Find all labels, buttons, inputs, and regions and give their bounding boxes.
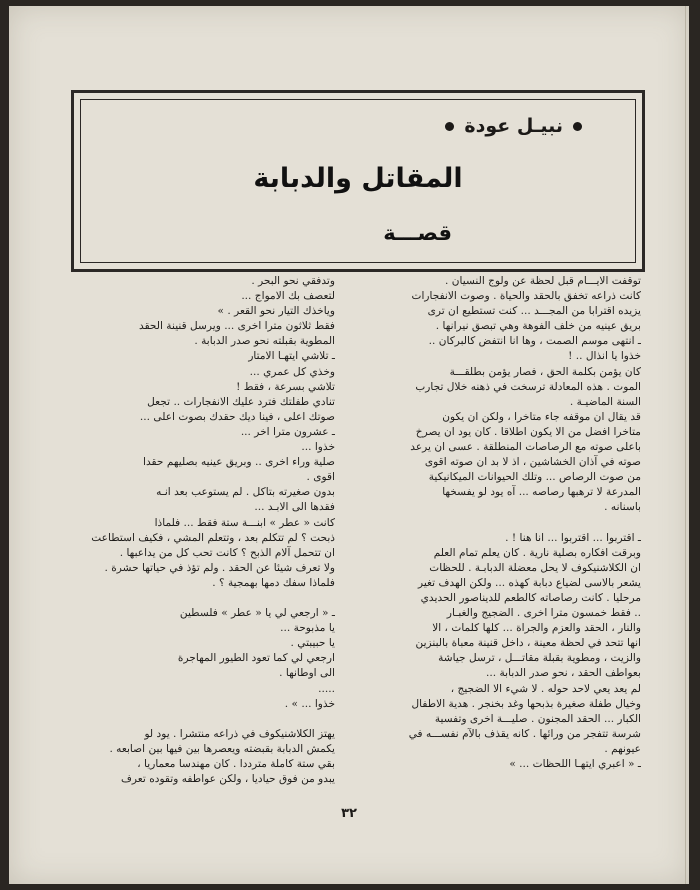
text-line: ـ عشرون مترا اخر ... xyxy=(240,425,335,438)
text-line: فقدها الى الابـد ... xyxy=(254,501,335,514)
text-line: خذوا يا انذال .. ! xyxy=(568,350,641,363)
text-line: ان تتحمل آلام الذبح ؟ كانت تحب كل من يداعبها . xyxy=(119,546,335,559)
text-line: متاخرا افضل من الا يكون اطلاقا . كان يود ان يصرخ xyxy=(415,425,641,438)
text-line: ـ تلاشي ايتهـا الامتار xyxy=(248,350,335,363)
text-line: صلية وراء اخرى .. وبريق عينيه بصليهم حقدا xyxy=(143,456,335,469)
text-line: الموت . هذه المعادلة ترسخت في ذهنه خلال تجارب xyxy=(415,380,641,393)
text-line: يبدو من فوق حياديا ، ولكن عواطفه وتقوده تعرف xyxy=(120,773,335,786)
text-line: والنار ، الحقد والعزم والجراة ... كلها كلمات ، الا xyxy=(432,622,641,635)
text-line: خذوا ... xyxy=(301,441,335,454)
text-line: شرسة تتفجر من ورائها . كانه يقذف بالآم نفســـه في xyxy=(408,727,641,740)
text-line: وياخذك التيار نحو القعر . » xyxy=(217,305,335,318)
author-line xyxy=(445,115,582,137)
text-line: صوته في آذان الخشاشين ، اذ لا بد ان صوته اقوى xyxy=(424,456,641,469)
text-line xyxy=(65,591,335,606)
text-line: توقفت الايـــام قبل لحظة عن ولوج النسيان . xyxy=(445,275,641,287)
text-line: ـ « اعبري ايتهـا اللحظات ... » xyxy=(509,758,641,770)
text-line: يا حبيبتي . xyxy=(290,637,335,650)
text-line: بعواطف الحقد ، نحو صدر الدبابة ... xyxy=(486,667,641,680)
text-line: كانت « عطر » ابنـــة ستة فقط ... فلماذا xyxy=(154,516,335,529)
text-line: وبرقت افكاره بصلية نارية . كان يعلم تمام العلم xyxy=(433,546,641,559)
text-line: صوتك اعلى ، فينا ديك حقدك بصوت اعلى ... xyxy=(139,410,335,423)
text-line: انها تتحد في لحظة معينة ، داخل قنينة معباة بالبنزين xyxy=(415,637,641,650)
text-line: يكمش الدبابة بقبضته ويعصرها بين فيها بين اصابعه . xyxy=(109,742,335,755)
text-line: المطوية بقبلته نحو صدر الدبابة . xyxy=(194,335,335,348)
author-name: نبيـل عودة xyxy=(464,115,563,137)
text-line: يشعر بالاسى لضياع دبابة كهذه ... ولكن الهدف تغير xyxy=(418,576,641,589)
text-line: وخيال طفلة صغيرة بذبحها وغد بخنجر . هدية الاطفال xyxy=(411,697,641,710)
text-line: السنة الماضيـة . xyxy=(569,395,641,408)
text-line: المدرعة لا ترهبها رصاصه ... آه يود لو يفسخها xyxy=(442,486,641,499)
text-line: تلاشي بسرعة ، فقط ! xyxy=(236,380,335,393)
text-line: باعلى صوته مع الرصاصات المنطلقة . عسى ان يرعد xyxy=(410,441,641,454)
text-line: ـ انتهى موسم الصمت ، وها انا انتفض كالبركان .. xyxy=(428,335,641,348)
text-line: وخذي كل عمري ... xyxy=(249,365,335,378)
text-line: ان الكلاشنيكوف لا يحل معضلة الدبابـة . للحظات xyxy=(429,561,641,574)
text-line: من صوت الرصاص ... وتلك الحيوانات الميكانيكية xyxy=(428,471,641,484)
text-line: لم يعد يعي لاحد حوله . لا شيء الا الضجيج ، xyxy=(450,682,641,695)
text-line: ولا تعرف شيئا عن الحقد . ولم تؤذ في حياتها حشرة . xyxy=(104,561,335,574)
page xyxy=(9,6,689,884)
text-line: وتدفقي نحو البحر . xyxy=(251,275,335,287)
genre-label: قصـــة xyxy=(383,221,452,245)
bullet-icon xyxy=(573,122,582,131)
text-line: .. فقط خمسون مترا اخرى . الضجيج والغبـار xyxy=(446,607,641,620)
text-line: قد يقال ان موقفه جاء متاخرا ، ولكن ان يكون xyxy=(442,410,641,423)
text-line: يا مذبوحة ... xyxy=(280,622,335,635)
left-text-column xyxy=(65,274,335,787)
text-line: ..... xyxy=(318,682,335,695)
text-line: باسنانه . xyxy=(604,501,641,514)
text-line: الى اوطانها . xyxy=(279,667,335,680)
text-line: اقوى . xyxy=(306,471,335,484)
text-line: فقط ثلاثون مترا اخرى ... ويرسل قنينة الحقد xyxy=(139,320,335,333)
text-line: بدون صغيرته بتاكل . لم يستوعب بعد انـه xyxy=(156,486,335,499)
bullet-icon xyxy=(445,122,454,131)
text-line xyxy=(65,712,335,727)
text-line: الكبار ... الحقد المجنون . صليـــة اخرى وتفسية xyxy=(434,712,641,725)
text-line: مرحليا . كانت رصاصاته كالطعم للديناصور الحديدي xyxy=(420,591,641,604)
text-line: عيونهم . xyxy=(604,742,641,755)
text-line: تنادي طفلتك فترد عليك الانفجارات .. تجعل xyxy=(147,395,335,408)
text-line: بقي ستة كاملة مترددا . كان مهندسا معماريا ، xyxy=(137,758,335,770)
text-line xyxy=(371,516,641,531)
title-box xyxy=(71,90,645,272)
text-line: لتعصف بك الامواج ... xyxy=(241,290,335,303)
text-line: يزيده اقترابا من المجـــد ... كنت تستطيع ان ترى xyxy=(427,305,641,318)
text-line: ـ اقتربوا ... اقتربوا ... انا هنا ! . xyxy=(505,531,641,544)
text-line: ذبحت ؟ لم تتكلم بعد ، وتتعلم المشي ، فكيف استطاعت xyxy=(91,531,335,544)
page-number: ٣٢ xyxy=(341,806,357,821)
text-line: ـ « ارجعي لي يا « عطر » فلسطين xyxy=(179,607,335,620)
text-line: بريق عينيه من خلف الفوهة وهي تبصق نيرانها . xyxy=(435,320,641,333)
text-line: ارجعي لي كما تعود الطيور المهاجرة xyxy=(177,652,335,665)
text-line: كانت ذراعه تخفق بالحقد والحياة . وصوت الانفجارات xyxy=(411,290,641,303)
text-line: كان يؤمن بكلمة الحق ، فصار يؤمن بطلقـــة xyxy=(449,365,641,378)
text-line: خذوا ... » . xyxy=(284,697,335,710)
story-title: المقاتل والدبابة xyxy=(253,163,463,194)
text-line: فلماذا سفك دمها بهمجية ؟ . xyxy=(212,576,335,589)
right-text-column xyxy=(371,274,641,772)
text-line: والزيت ، ومطوية بقبلة مقاتـــل ، ترسل جياشة xyxy=(438,652,641,665)
page-edge xyxy=(685,6,686,884)
text-line: يهتز الكلاشنيكوف في ذراعه منتشرا . يود لو xyxy=(144,727,335,740)
